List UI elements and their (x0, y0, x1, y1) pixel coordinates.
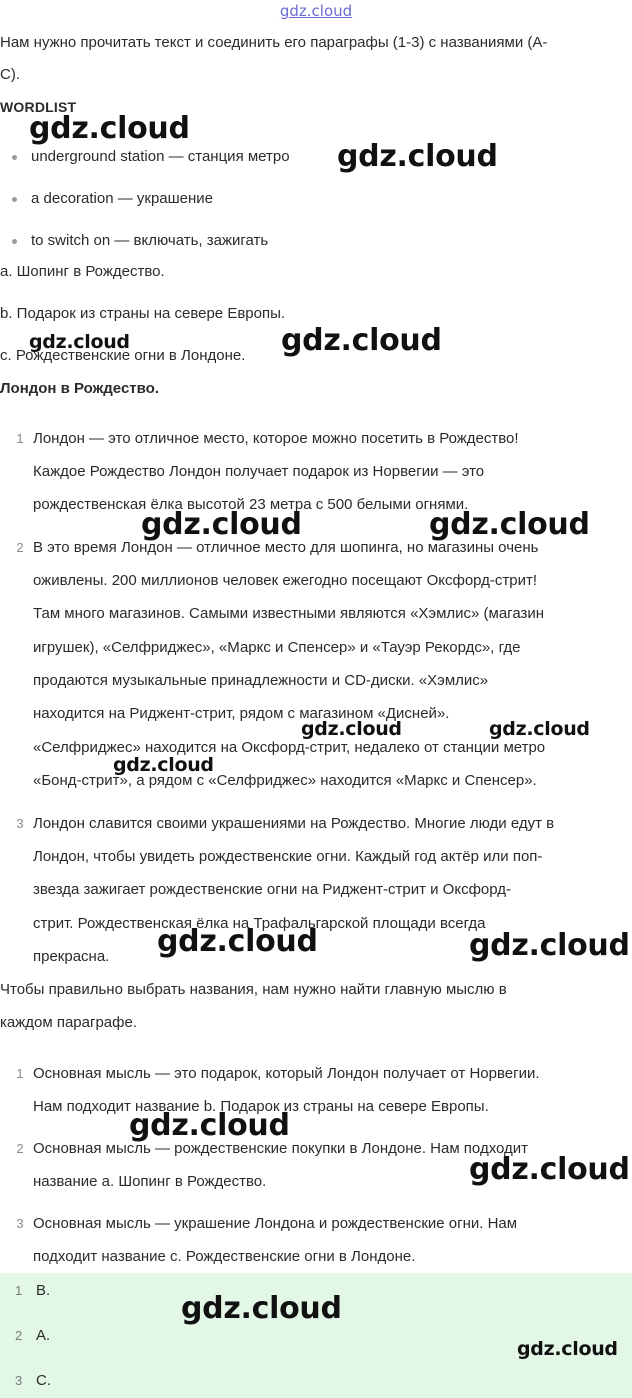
explanation-line: Основная мысль — рождественские покупки в Лондоне. Нам подходит (33, 1140, 529, 1157)
answer-number: 2 (15, 1328, 23, 1343)
paragraph-line: продаются музыкальные принадлежности и CD-диски. «Хэмлис» (33, 672, 489, 689)
paragraph-line: прекрасна. (33, 948, 110, 965)
intro-line-1: Нам нужно прочитать текст и соединить его параграфы (1-3) с названиями (A- (0, 34, 548, 51)
title-option-a: a. Шопинг в Рождество. (0, 263, 165, 280)
paragraph-line: Там много магазинов. Самыми известными являются «Хэмлис» (магазин (33, 605, 545, 622)
title-option-b: b. Подарок из страны на севере Европы. (0, 305, 286, 322)
paragraph-number: 2 (16, 540, 24, 555)
paragraph-line: «Бонд-стрит», а рядом с «Селфриджес» находится «Маркс и Спенсер». (33, 772, 537, 789)
explanation-line: Основная мысль — украшение Лондона и рождественские огни. Нам (33, 1215, 518, 1232)
header-watermark: gdz.cloud (279, 2, 353, 20)
explanation-number: 2 (16, 1141, 24, 1156)
answer-text: A. (36, 1327, 51, 1344)
wordlist-title: WORDLIST (0, 99, 77, 115)
watermark: gdz.cloud (181, 1291, 342, 1326)
answer-number: 1 (15, 1283, 23, 1298)
wordlist-item-text: to switch on — включать, зажигать (31, 232, 269, 249)
paragraph-line: Лондон — это отличное место, которое можно посетить в Рождество! (33, 430, 519, 447)
explanation-intro-line-2: каждом параграфе. (0, 1014, 137, 1031)
answer-number: 3 (15, 1373, 23, 1388)
paragraph-line: стрит. Рождественская ёлка на Трафальгарской площади всегда (33, 915, 486, 932)
explanation-line: название a. Шопинг в Рождество. (33, 1173, 267, 1190)
paragraph-line: находится на Риджент-стрит, рядом с магазином «Дисней». (33, 705, 450, 722)
watermark: gdz.cloud (301, 718, 402, 740)
bullet-icon (12, 155, 17, 160)
watermark: gdz.cloud (113, 754, 214, 776)
watermark: gdz.cloud (281, 323, 442, 358)
paragraph-line: рождественская ёлка высотой 23 метра с 500 белыми огнями. (33, 496, 469, 513)
paragraph-line: игрушек), «Селфриджес», «Маркс и Спенсер» и «Тауэр Рекордс», где (33, 639, 521, 656)
wordlist-item-text: a decoration — украшение (31, 190, 214, 207)
wordlist-item (12, 143, 290, 171)
paragraph-number: 1 (16, 431, 24, 446)
wordlist-item (12, 227, 268, 255)
explanation-number: 3 (16, 1216, 24, 1231)
watermark: gdz.cloud (469, 928, 630, 963)
text-heading: Лондон в Рождество. (0, 380, 159, 397)
paragraph-line: Каждое Рождество Лондон получает подарок из Норвегии — это (33, 463, 485, 480)
watermark: gdz.cloud (469, 1152, 630, 1187)
watermark: gdz.cloud (489, 718, 590, 740)
paragraph-number: 3 (16, 816, 24, 831)
watermark: gdz.cloud (337, 139, 498, 174)
bullet-icon (12, 197, 17, 202)
paragraph-line: Лондон, чтобы увидеть рождественские огни. Каждый год актёр или поп- (33, 848, 543, 865)
answer-text: B. (36, 1282, 51, 1299)
bullet-icon (12, 239, 17, 244)
intro-line-2: C). (0, 66, 20, 83)
watermark: gdz.cloud (141, 507, 302, 542)
paragraph-line: оживлены. 200 миллионов человек ежегодно посещают Оксфорд-стрит! (33, 572, 538, 589)
watermark: gdz.cloud (429, 507, 590, 542)
paragraph-line: В это время Лондон — отличное место для шопинга, но магазины очень (33, 539, 539, 556)
watermark: gdz.cloud (157, 924, 318, 959)
paragraph-line: звезда зажигает рождественские огни на Риджент-стрит и Оксфорд- (33, 881, 511, 898)
watermark: gdz.cloud (29, 331, 130, 353)
explanation-line: Нам подходит название b. Подарок из страны на севере Европы. (33, 1098, 489, 1115)
explanation-line: Основная мысль — это подарок, который Лондон получает от Норвегии. (33, 1065, 540, 1082)
paragraph-line: «Селфриджес» находится на Оксфорд-стрит, недалеко от станции метро (33, 739, 546, 756)
wordlist-item (12, 185, 213, 213)
paragraph-line: Лондон славится своими украшениями на Рождество. Многие люди едут в (33, 815, 555, 832)
explanation-number: 1 (16, 1066, 24, 1081)
watermark: gdz.cloud (129, 1108, 290, 1143)
watermark: gdz.cloud (517, 1338, 618, 1360)
wordlist-item-text: underground station — станция метро (31, 148, 290, 165)
title-option-c: c. Рождественские огни в Лондоне. (0, 347, 246, 364)
explanation-line: подходит название c. Рождественские огни в Лондоне. (33, 1248, 416, 1265)
explanation-intro-line-1: Чтобы правильно выбрать названия, нам нужно найти главную мыслю в (0, 981, 507, 998)
answer-text: C. (36, 1372, 51, 1389)
watermark: gdz.cloud (29, 111, 190, 146)
